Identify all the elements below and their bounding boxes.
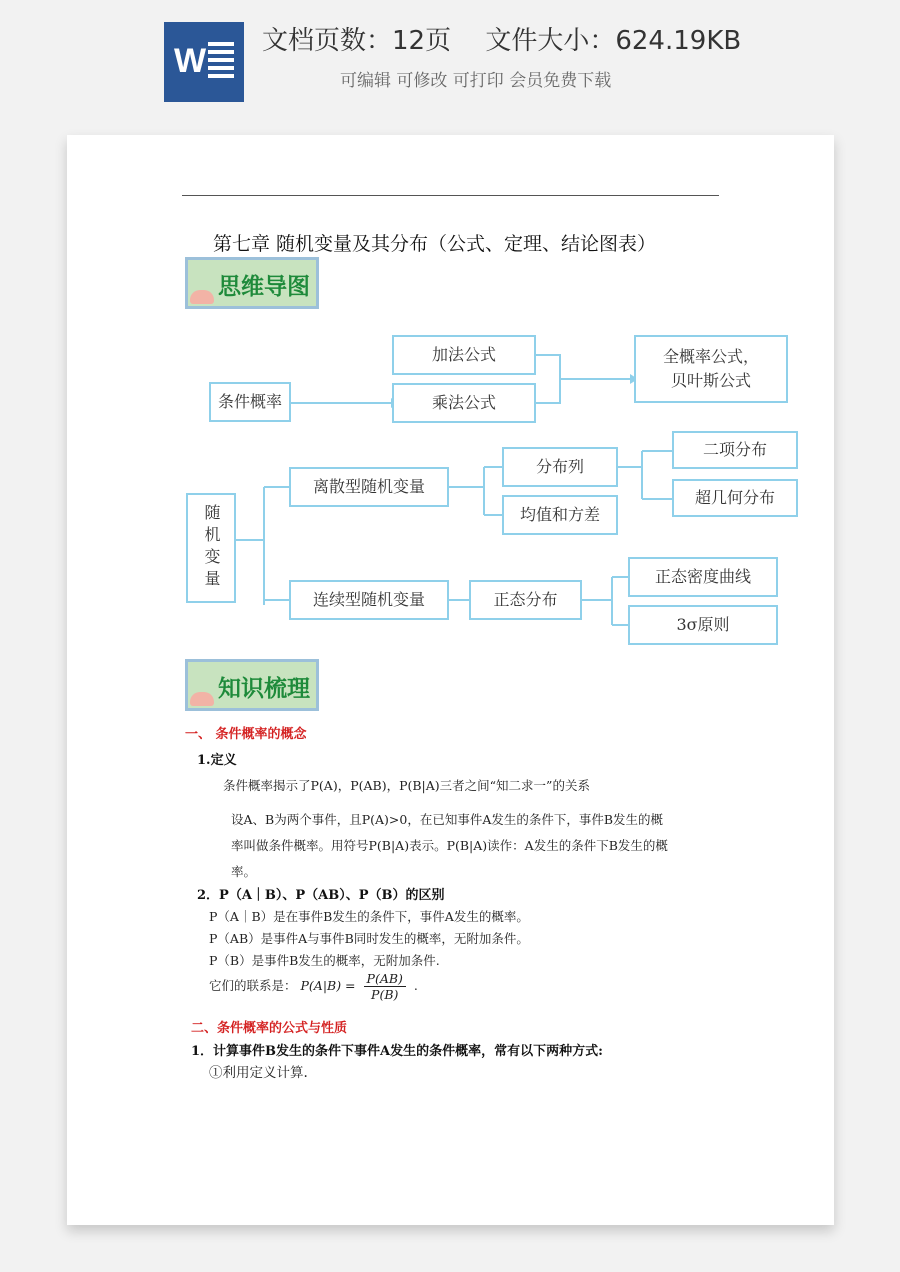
knowledge-tag-label: 知识梳理 — [218, 676, 310, 702]
subsection-definition: 1.定义 — [197, 753, 237, 768]
paragraph-6: P（AB）是事件A与事件B同时发生的概率，无附加条件。 — [209, 931, 529, 946]
paragraph-9: ①利用定义计算. — [209, 1065, 308, 1081]
section-1-heading: 一、 条件概率的概念 — [185, 727, 307, 742]
paragraph-1: 条件概率揭示了P(A)，P(AB)，P(B|A)三者之间“知二求一”的关系 — [223, 778, 590, 793]
file-info-title: 文档页数：12页 文件大小：624.19KB — [262, 26, 742, 56]
decor-icon — [190, 692, 214, 706]
chapter-title: 第七章 随机变量及其分布（公式、定理、结论图表） — [213, 233, 657, 255]
document-page — [67, 135, 834, 1225]
node-discrete-rv: 离散型随机变量 — [289, 467, 449, 507]
formula-prefix: 它们的联系是： — [209, 978, 297, 993]
paragraph-5: P（A｜B）是在事件B发生的条件下，事件A发生的概率。 — [209, 909, 529, 924]
paragraph-2: 设A、B为两个事件，且P(A)>0，在已知事件A发生的条件下，事件B发生的概 — [231, 812, 664, 827]
node-total-bayes — [634, 335, 788, 403]
file-info-subtitle: 可编辑 可修改 可打印 会员免费下载 — [340, 71, 612, 91]
total-probability-label: 全概率公式， — [662, 347, 759, 366]
node-mean-variance: 均值和方差 — [502, 495, 618, 535]
node-normal-distribution: 正态分布 — [469, 580, 582, 620]
node-distribution-list: 分布列 — [502, 447, 618, 487]
formula-denominator: P(B) — [371, 987, 399, 1002]
section-2-heading: 二、条件概率的公式与性质 — [191, 1021, 348, 1036]
formula-fraction — [364, 971, 406, 1002]
node-multiplication-formula: 乘法公式 — [392, 383, 536, 423]
node-continuous-rv: 连续型随机变量 — [289, 580, 449, 620]
formula-end: . — [413, 978, 418, 993]
word-document-icon — [164, 22, 244, 102]
formula-line — [209, 971, 418, 1002]
node-addition-formula: 加法公式 — [392, 335, 536, 375]
subsection-compute: 1．计算事件B发生的条件下事件A发生的条件概率，常有以下两种方式: — [191, 1044, 603, 1059]
header-rule — [182, 195, 719, 196]
knowledge-tag — [185, 659, 319, 711]
word-letter: W — [174, 42, 207, 80]
paragraph-3: 率叫做条件概率。用符号P(B|A)表示。P(B|A)读作：A发生的条件下B发生的概 — [231, 838, 668, 853]
download-header — [0, 0, 900, 120]
subsection-difference: 2．P（A｜B）、P（AB）、P（B）的区别 — [197, 888, 445, 903]
mindmap-tag-label: 思维导图 — [218, 274, 310, 300]
mind-map — [182, 325, 802, 655]
decor-icon — [190, 290, 214, 304]
node-hypergeometric: 超几何分布 — [672, 479, 798, 517]
node-binomial: 二项分布 — [672, 431, 798, 469]
paragraph-4: 率。 — [231, 864, 257, 879]
paragraph-7: P（B）是事件B发生的概率，无附加条件. — [209, 953, 440, 968]
mindmap-tag — [185, 257, 319, 309]
formula-numerator: P(AB) — [364, 971, 406, 987]
formula-lhs: P(A|B) = — [300, 978, 356, 993]
node-random-variable: 随机变量 — [186, 493, 236, 603]
node-3sigma-rule: 3σ原则 — [628, 605, 778, 645]
bayes-label: 贝叶斯公式 — [670, 371, 751, 390]
node-normal-density-curve: 正态密度曲线 — [628, 557, 778, 597]
node-conditional-probability: 条件概率 — [209, 382, 291, 422]
